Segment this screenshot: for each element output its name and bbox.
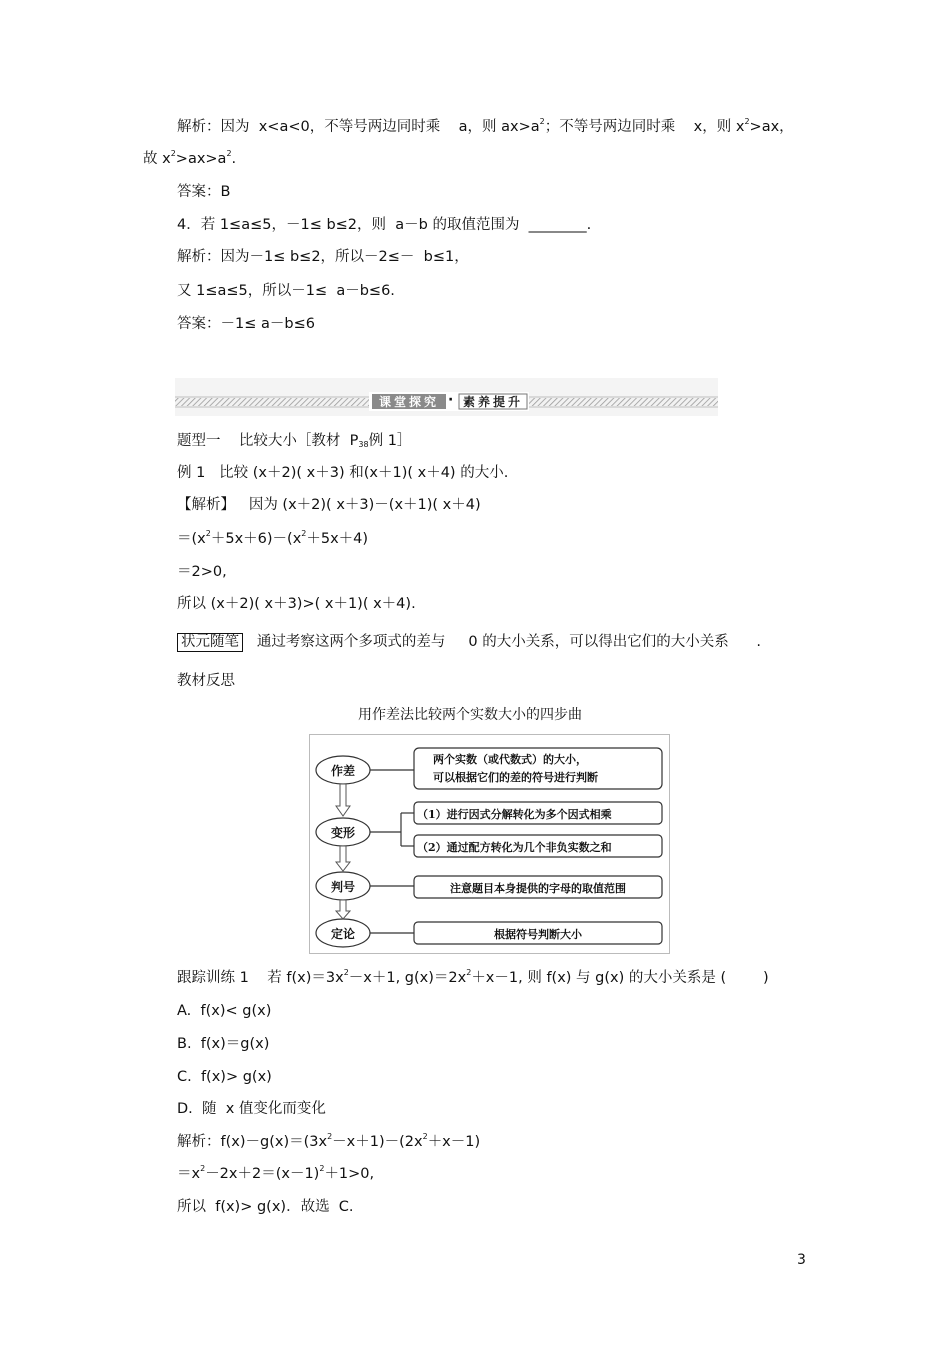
note-transform-2: （2）通过配方转化为几个非负实数之和 (417, 841, 612, 854)
reflection-heading: 教材反思 (177, 673, 235, 689)
solution-line-cont: 故 $x^2>ax>a^2$. (143, 149, 237, 167)
example-solution-3: ＝2>0, (177, 564, 227, 580)
note-conclude: 根据符号判断大小 (494, 928, 582, 941)
note-transform-1: （1）进行因式分解转化为多个因式相乘 (417, 808, 612, 821)
q4-solution-2: 又 1≤a≤5，所以－1≤ a－b≤6. (177, 283, 395, 299)
note-diff-1: 两个实数（或代数式）的大小， (433, 753, 587, 766)
note-diff-2: 可以根据它们的差的符号进行判断 (433, 771, 598, 784)
example-solution-1: 【解析】 因为 (x＋2)( x＋3)－(x＋1)( x＋4) (177, 497, 481, 513)
q4-answer: 答案：－1≤ a－b≤6 (177, 316, 315, 332)
example-conclusion: 所以 (x＋2)( x＋3)>( x＋1)( x＋4). (177, 596, 416, 612)
note-tag: 状元随笔 (177, 633, 243, 652)
flowchart (309, 734, 670, 954)
solution-line: 解析：因为 x<a<0，不等号两边同时乘 a，则 $ax>a^2$；不等号两边同时乘 x，则 $x^2>ax$， (177, 117, 794, 135)
practice-question: 跟踪训练 1 若 $f(x)=3x^2-x+1$, $g(x)=2x^2+x-1$, 则 f(x) 与 g(x) 的大小关系是 ( ) (177, 968, 769, 986)
section-banner (175, 378, 718, 416)
step-conclude: 定论 (330, 927, 355, 941)
note-line: 状元随笔 通过考察这两个多项式的差与 0 的大小关系，可以得出它们的大小关系 . (177, 633, 761, 652)
practice-solution-1: 解析：$f(x)-g(x)=(3x^2-x+1)-(2x^2+x-1)$ (177, 1132, 481, 1150)
note-sign: 注意题目本身提供的字母的取值范围 (450, 882, 626, 895)
banner-right-text: 素养提升 (462, 395, 523, 409)
answer-line: 答案：B (177, 184, 231, 200)
option-c: C. f(x)> g(x) (177, 1069, 272, 1085)
option-b: B. f(x)＝g(x) (177, 1036, 270, 1052)
option-a: A. f(x)< g(x) (177, 1003, 272, 1019)
practice-solution-2: $=x^2-2x+2=(x-1)^2+1>0$, (177, 1164, 375, 1182)
flowchart-title: 用作差法比较两个实数大小的四步曲 (358, 707, 582, 723)
step-diff: 作差 (330, 764, 355, 778)
problem-type-heading: 题型一 比较大小［教材 $P_{38}$例 1］ (177, 433, 412, 449)
banner-left-text: 课堂探究 (378, 395, 439, 409)
example-1: 例 1 比较 (x＋2)( x＋3) 和(x＋1)( x＋4) 的大小. (177, 465, 509, 481)
q4-solution-1: 解析：因为－1≤ b≤2，所以－2≤－ b≤1， (177, 249, 469, 265)
step-transform: 变形 (330, 826, 355, 840)
practice-conclusion: 所以 f(x)> g(x)．故选 C. (177, 1199, 354, 1215)
example-solution-2: $=(x^2+5x+6)-(x^2+5x+4)$ (177, 529, 369, 547)
option-d: D. 随 x 值变化而变化 (177, 1101, 326, 1117)
step-sign: 判号 (330, 880, 355, 894)
question-4: 4．若 1≤a≤5，－1≤ b≤2，则 a－b 的取值范围为 ________. (177, 217, 592, 233)
page-number: 3 (797, 1252, 806, 1268)
banner-dot: · (448, 392, 454, 408)
